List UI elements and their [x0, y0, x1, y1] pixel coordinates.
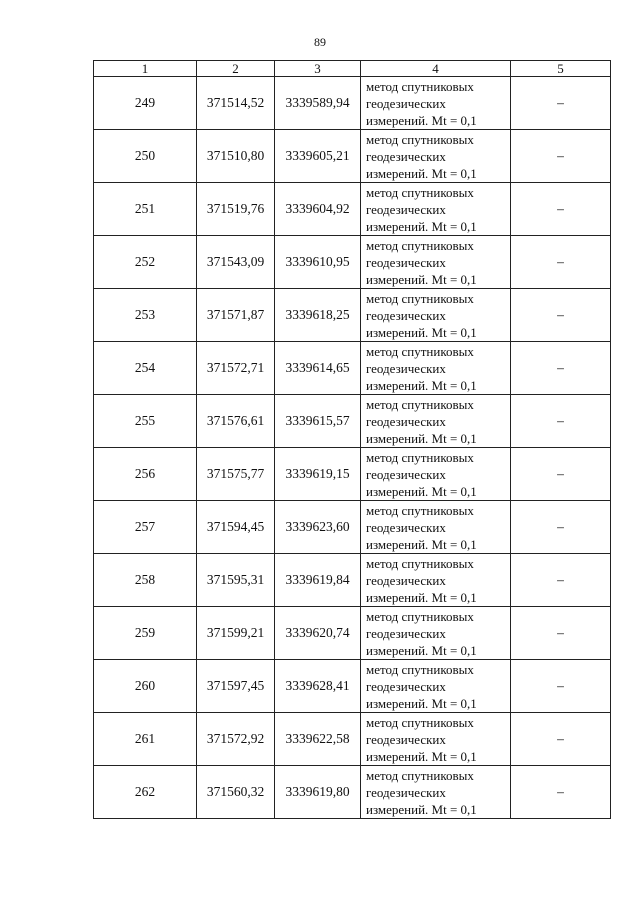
method-cell: [361, 77, 511, 130]
point-number-cell: 262: [94, 766, 197, 819]
table-row: [94, 660, 611, 713]
y-coordinate-cell: 3339604,92: [275, 183, 361, 236]
header-col-1: 1: [94, 61, 197, 77]
method-line: геодезических: [366, 678, 446, 694]
method-line: геодезических: [366, 254, 446, 270]
y-coordinate-cell: 3339619,15: [275, 448, 361, 501]
column-5-cell: –: [511, 236, 611, 289]
method-line: геодезических: [366, 625, 446, 641]
table-row: [94, 766, 611, 819]
table-row: [94, 713, 611, 766]
column-5-cell: –: [511, 448, 611, 501]
method-line: измерений. Mt = 0,1: [366, 801, 477, 817]
point-number-cell: 256: [94, 448, 197, 501]
x-coordinate-cell: 371519,76: [197, 183, 275, 236]
y-coordinate-cell: 3339589,94: [275, 77, 361, 130]
y-coordinate-cell: 3339620,74: [275, 607, 361, 660]
method-line: метод спутниковых: [366, 555, 474, 571]
x-coordinate-cell: 371597,45: [197, 660, 275, 713]
method-cell: [361, 554, 511, 607]
point-number-cell: 258: [94, 554, 197, 607]
y-coordinate-cell: 3339614,65: [275, 342, 361, 395]
point-number-cell: 260: [94, 660, 197, 713]
x-coordinate-cell: 371514,52: [197, 77, 275, 130]
method-line: измерений. Mt = 0,1: [366, 642, 477, 658]
point-number-cell: 255: [94, 395, 197, 448]
column-5-cell: –: [511, 766, 611, 819]
method-line: геодезических: [366, 201, 446, 217]
method-line: геодезических: [366, 519, 446, 535]
method-line: измерений. Mt = 0,1: [366, 218, 477, 234]
x-coordinate-cell: 371510,80: [197, 130, 275, 183]
y-coordinate-cell: 3339623,60: [275, 501, 361, 554]
table-row: [94, 77, 611, 130]
column-5-cell: –: [511, 554, 611, 607]
header-col-3: 3: [275, 61, 361, 77]
table-row: [94, 183, 611, 236]
column-5-cell: –: [511, 395, 611, 448]
column-5-cell: –: [511, 713, 611, 766]
x-coordinate-cell: 371571,87: [197, 289, 275, 342]
method-line: геодезических: [366, 307, 446, 323]
method-cell: [361, 713, 511, 766]
x-coordinate-cell: 371599,21: [197, 607, 275, 660]
x-coordinate-cell: 371572,71: [197, 342, 275, 395]
method-line: метод спутниковых: [366, 290, 474, 306]
method-cell: [361, 395, 511, 448]
y-coordinate-cell: 3339628,41: [275, 660, 361, 713]
method-line: метод спутниковых: [366, 343, 474, 359]
method-cell: [361, 766, 511, 819]
method-line: метод спутниковых: [366, 396, 474, 412]
y-coordinate-cell: 3339622,58: [275, 713, 361, 766]
method-line: измерений. Mt = 0,1: [366, 536, 477, 552]
method-line: измерений. Mt = 0,1: [366, 695, 477, 711]
method-line: метод спутниковых: [366, 661, 474, 677]
header-col-5: 5: [511, 61, 611, 77]
method-line: метод спутниковых: [366, 608, 474, 624]
method-line: метод спутниковых: [366, 78, 474, 94]
x-coordinate-cell: 371594,45: [197, 501, 275, 554]
y-coordinate-cell: 3339619,84: [275, 554, 361, 607]
method-line: геодезических: [366, 466, 446, 482]
method-line: метод спутниковых: [366, 237, 474, 253]
column-5-cell: –: [511, 342, 611, 395]
point-number-cell: 257: [94, 501, 197, 554]
column-5-cell: –: [511, 130, 611, 183]
header-col-4: 4: [361, 61, 511, 77]
x-coordinate-cell: 371560,32: [197, 766, 275, 819]
column-5-cell: –: [511, 77, 611, 130]
method-line: измерений. Mt = 0,1: [366, 324, 477, 340]
method-cell: [361, 448, 511, 501]
method-line: метод спутниковых: [366, 449, 474, 465]
point-number-cell: 254: [94, 342, 197, 395]
table-header-row: [94, 61, 611, 77]
table-row: [94, 130, 611, 183]
y-coordinate-cell: 3339605,21: [275, 130, 361, 183]
method-cell: [361, 289, 511, 342]
method-line: геодезических: [366, 360, 446, 376]
x-coordinate-cell: 371595,31: [197, 554, 275, 607]
column-5-cell: –: [511, 289, 611, 342]
column-5-cell: –: [511, 660, 611, 713]
method-line: измерений. Mt = 0,1: [366, 271, 477, 287]
x-coordinate-cell: 371576,61: [197, 395, 275, 448]
method-line: измерений. Mt = 0,1: [366, 430, 477, 446]
method-cell: [361, 183, 511, 236]
method-cell: [361, 236, 511, 289]
y-coordinate-cell: 3339618,25: [275, 289, 361, 342]
table-row: [94, 395, 611, 448]
page-number: 89: [314, 35, 326, 49]
point-number-cell: 250: [94, 130, 197, 183]
table-row: [94, 342, 611, 395]
point-number-cell: 249: [94, 77, 197, 130]
method-line: геодезических: [366, 95, 446, 111]
column-5-cell: –: [511, 607, 611, 660]
method-line: геодезических: [366, 148, 446, 164]
method-line: измерений. Mt = 0,1: [366, 165, 477, 181]
method-line: метод спутниковых: [366, 131, 474, 147]
method-line: геодезических: [366, 731, 446, 747]
table-row: [94, 554, 611, 607]
column-5-cell: –: [511, 501, 611, 554]
point-number-cell: 252: [94, 236, 197, 289]
method-line: измерений. Mt = 0,1: [366, 112, 477, 128]
method-line: метод спутниковых: [366, 767, 474, 783]
method-line: измерений. Mt = 0,1: [366, 589, 477, 605]
table-row: [94, 448, 611, 501]
x-coordinate-cell: 371543,09: [197, 236, 275, 289]
y-coordinate-cell: 3339610,95: [275, 236, 361, 289]
x-coordinate-cell: 371575,77: [197, 448, 275, 501]
method-line: измерений. Mt = 0,1: [366, 377, 477, 393]
method-line: геодезических: [366, 784, 446, 800]
method-line: геодезических: [366, 413, 446, 429]
point-number-cell: 253: [94, 289, 197, 342]
y-coordinate-cell: 3339619,80: [275, 766, 361, 819]
point-number-cell: 261: [94, 713, 197, 766]
table-row: [94, 501, 611, 554]
method-line: метод спутниковых: [366, 714, 474, 730]
method-line: метод спутниковых: [366, 502, 474, 518]
method-line: измерений. Mt = 0,1: [366, 483, 477, 499]
method-line: измерений. Mt = 0,1: [366, 748, 477, 764]
method-cell: [361, 660, 511, 713]
method-line: геодезических: [366, 572, 446, 588]
column-5-cell: –: [511, 183, 611, 236]
method-cell: [361, 501, 511, 554]
table-row: [94, 289, 611, 342]
table-row: [94, 236, 611, 289]
method-cell: [361, 130, 511, 183]
coordinates-table: [93, 60, 611, 819]
point-number-cell: 251: [94, 183, 197, 236]
header-col-2: 2: [197, 61, 275, 77]
x-coordinate-cell: 371572,92: [197, 713, 275, 766]
y-coordinate-cell: 3339615,57: [275, 395, 361, 448]
method-cell: [361, 342, 511, 395]
method-line: метод спутниковых: [366, 184, 474, 200]
method-cell: [361, 607, 511, 660]
table-row: [94, 607, 611, 660]
point-number-cell: 259: [94, 607, 197, 660]
